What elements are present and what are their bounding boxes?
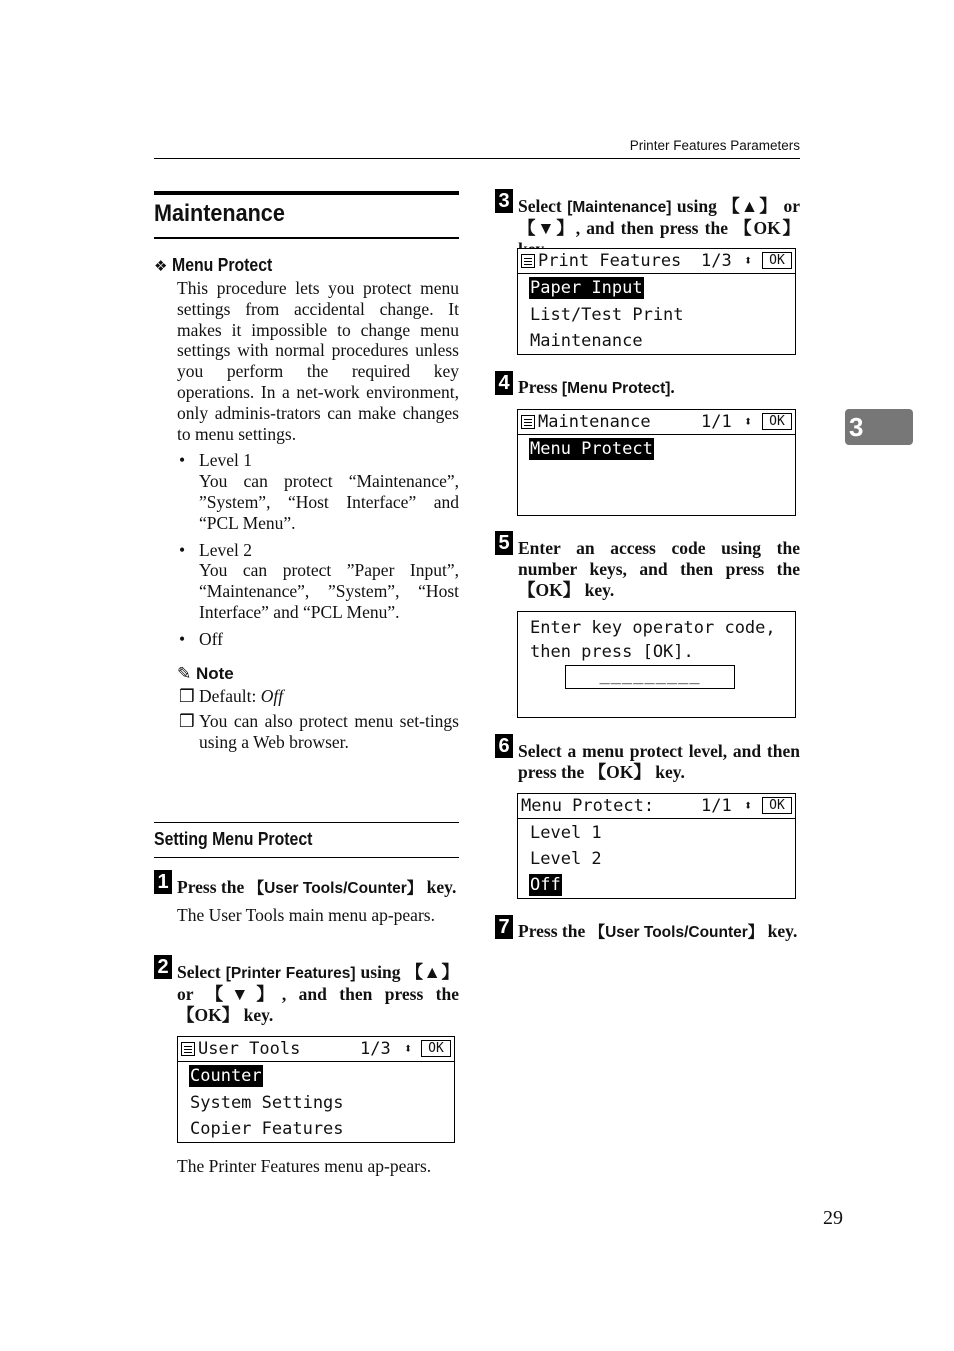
header-rule — [154, 158, 800, 159]
procedure-title: Setting Menu Protect — [154, 829, 313, 849]
lcd-line: Level 2 — [530, 849, 602, 869]
step-7-text: Press the 【User Tools/Counter】 key. — [518, 921, 798, 941]
ok-icon: OK — [421, 1040, 451, 1057]
running-header: Printer Features Parameters — [629, 138, 800, 153]
ok-icon: OK — [762, 413, 792, 430]
level-2-desc: You can protect ”Paper Input”, “Maintenance”, ”System”, “Host Interface” and “PCL Menu”. — [199, 560, 459, 622]
step-5-number: 5 — [495, 531, 513, 555]
lcd-title: Menu Protect: — [521, 796, 655, 816]
step-6-number: 6 — [495, 734, 513, 758]
up-down-arrows-icon: ⬍ — [744, 798, 753, 814]
subheading: Menu Protect — [172, 255, 273, 275]
lcd-page-indicator: 1/3 — [701, 251, 732, 271]
checkbox-icon: ❒ — [179, 711, 195, 732]
step-2-text: Select [Printer Features] using 【▲】 or 【▼】, and then press the 【OK】 key. — [177, 962, 459, 1025]
level-1-desc: You can protect “Maintenance”, ”System”, “Host Interface” and “PCL Menu”. — [199, 471, 459, 533]
level-2-item: • Level 2 You can protect ”Paper Input”, “Maintenance”, ”System”, “Host Interface” and “PCL Menu”. — [179, 539, 459, 622]
page-number: 29 — [823, 1207, 843, 1229]
up-down-arrows-icon: ⬍ — [404, 1041, 413, 1057]
step-1-result: The User Tools main menu ap-pears. — [177, 905, 435, 925]
lcd-line-selected: Counter — [190, 1066, 262, 1086]
lcd-title: Maintenance — [538, 412, 651, 432]
lcd-user-tools — [177, 1036, 455, 1143]
step-4-number: 4 — [495, 371, 513, 395]
step-1-text: Press the 【User Tools/Counter】 key. — [177, 877, 457, 897]
menu-icon — [181, 1042, 195, 1056]
lcd-line-selected: Off — [530, 875, 561, 895]
off-name: Off — [199, 628, 223, 649]
lcd-maintenance — [517, 409, 796, 516]
section-top-rule — [154, 191, 459, 195]
lcd-page-indicator: 1/3 — [360, 1039, 391, 1059]
step-3-number: 3 — [495, 189, 513, 213]
procedure-bottom-rule — [154, 857, 459, 858]
lcd-line: Level 1 — [530, 823, 602, 843]
step-7-number: 7 — [495, 915, 513, 939]
step-3-text: Select [Maintenance] using 【▲】 or 【▼】, and then press the 【OK】 — [518, 196, 800, 238]
level-1-name: Level 1 — [199, 450, 252, 471]
lcd-line: List/Test Print — [530, 305, 684, 325]
lcd-prompt-line-1: Enter key operator code, — [530, 618, 776, 638]
note-default-value: Off — [260, 685, 284, 706]
step-2-result: The Printer Features menu ap-pears. — [177, 1156, 432, 1176]
note-label: Note — [195, 663, 234, 683]
level-1-item: • Level 1 You can protect “Maintenance”, ”System”, “Host Interface” and “PCL Menu”. — [179, 450, 459, 533]
lcd-title: Print Features — [538, 251, 682, 271]
lcd-page-indicator: 1/1 — [701, 412, 732, 432]
lcd-menu-protect — [517, 793, 796, 899]
access-code-field[interactable]: _________ — [565, 665, 735, 689]
lcd-page-indicator: 1/1 — [701, 796, 732, 816]
section-bottom-rule — [154, 237, 459, 239]
menu-protect-block — [154, 255, 459, 753]
ok-icon: OK — [762, 797, 792, 814]
off-item: • Off — [177, 629, 459, 650]
step-1-number: 1 — [154, 870, 172, 894]
lcd-line: System Settings — [190, 1093, 344, 1113]
note-web-text: You can also protect menu set-tings using a Web browser. — [199, 711, 459, 753]
diamond-icon: ❖ — [154, 258, 168, 275]
lcd-line-selected: Paper Input — [530, 278, 643, 298]
intro-text: This procedure lets you protect menu settings from accidental change. It makes it impossible to change menu settings with normal procedures unless you perform the required key operations. In a net-work environment, only adminis-trators can make changes to menu settings. — [177, 278, 459, 444]
up-down-arrows-icon: ⬍ — [744, 414, 753, 430]
checkbox-icon: ❒ — [179, 685, 195, 706]
step-4-text: Press [Menu Protect]. — [518, 377, 675, 397]
menu-icon — [521, 254, 535, 268]
lcd-line: Copier Features — [190, 1119, 344, 1139]
level-2-name: Level 2 — [199, 539, 252, 560]
note-default — [177, 686, 459, 707]
menu-icon — [521, 415, 535, 429]
lcd-access-code — [517, 611, 796, 718]
chapter-tab: 3 — [845, 409, 913, 445]
pencil-icon: ✎ — [177, 663, 192, 683]
note-web — [177, 711, 459, 753]
lcd-line: Maintenance — [530, 331, 643, 351]
step-2-number: 2 — [154, 955, 172, 979]
section-title: Maintenance — [154, 200, 285, 227]
lcd-print-features — [517, 248, 796, 355]
ok-icon: OK — [762, 252, 792, 269]
lcd-line-selected: Menu Protect — [530, 439, 653, 459]
lcd-title: User Tools — [198, 1039, 301, 1059]
up-down-arrows-icon: ⬍ — [744, 253, 753, 269]
step-6-text: Select a menu protect level, and then press the 【OK】 key. — [518, 741, 800, 782]
procedure-top-rule — [154, 822, 459, 823]
note-default-prefix: Default: — [199, 685, 261, 706]
lcd-prompt-line-2: then press [OK]. — [530, 642, 694, 662]
step-5-text: Enter an access code using the number keys, and then press the 【OK】 key. — [518, 538, 800, 600]
